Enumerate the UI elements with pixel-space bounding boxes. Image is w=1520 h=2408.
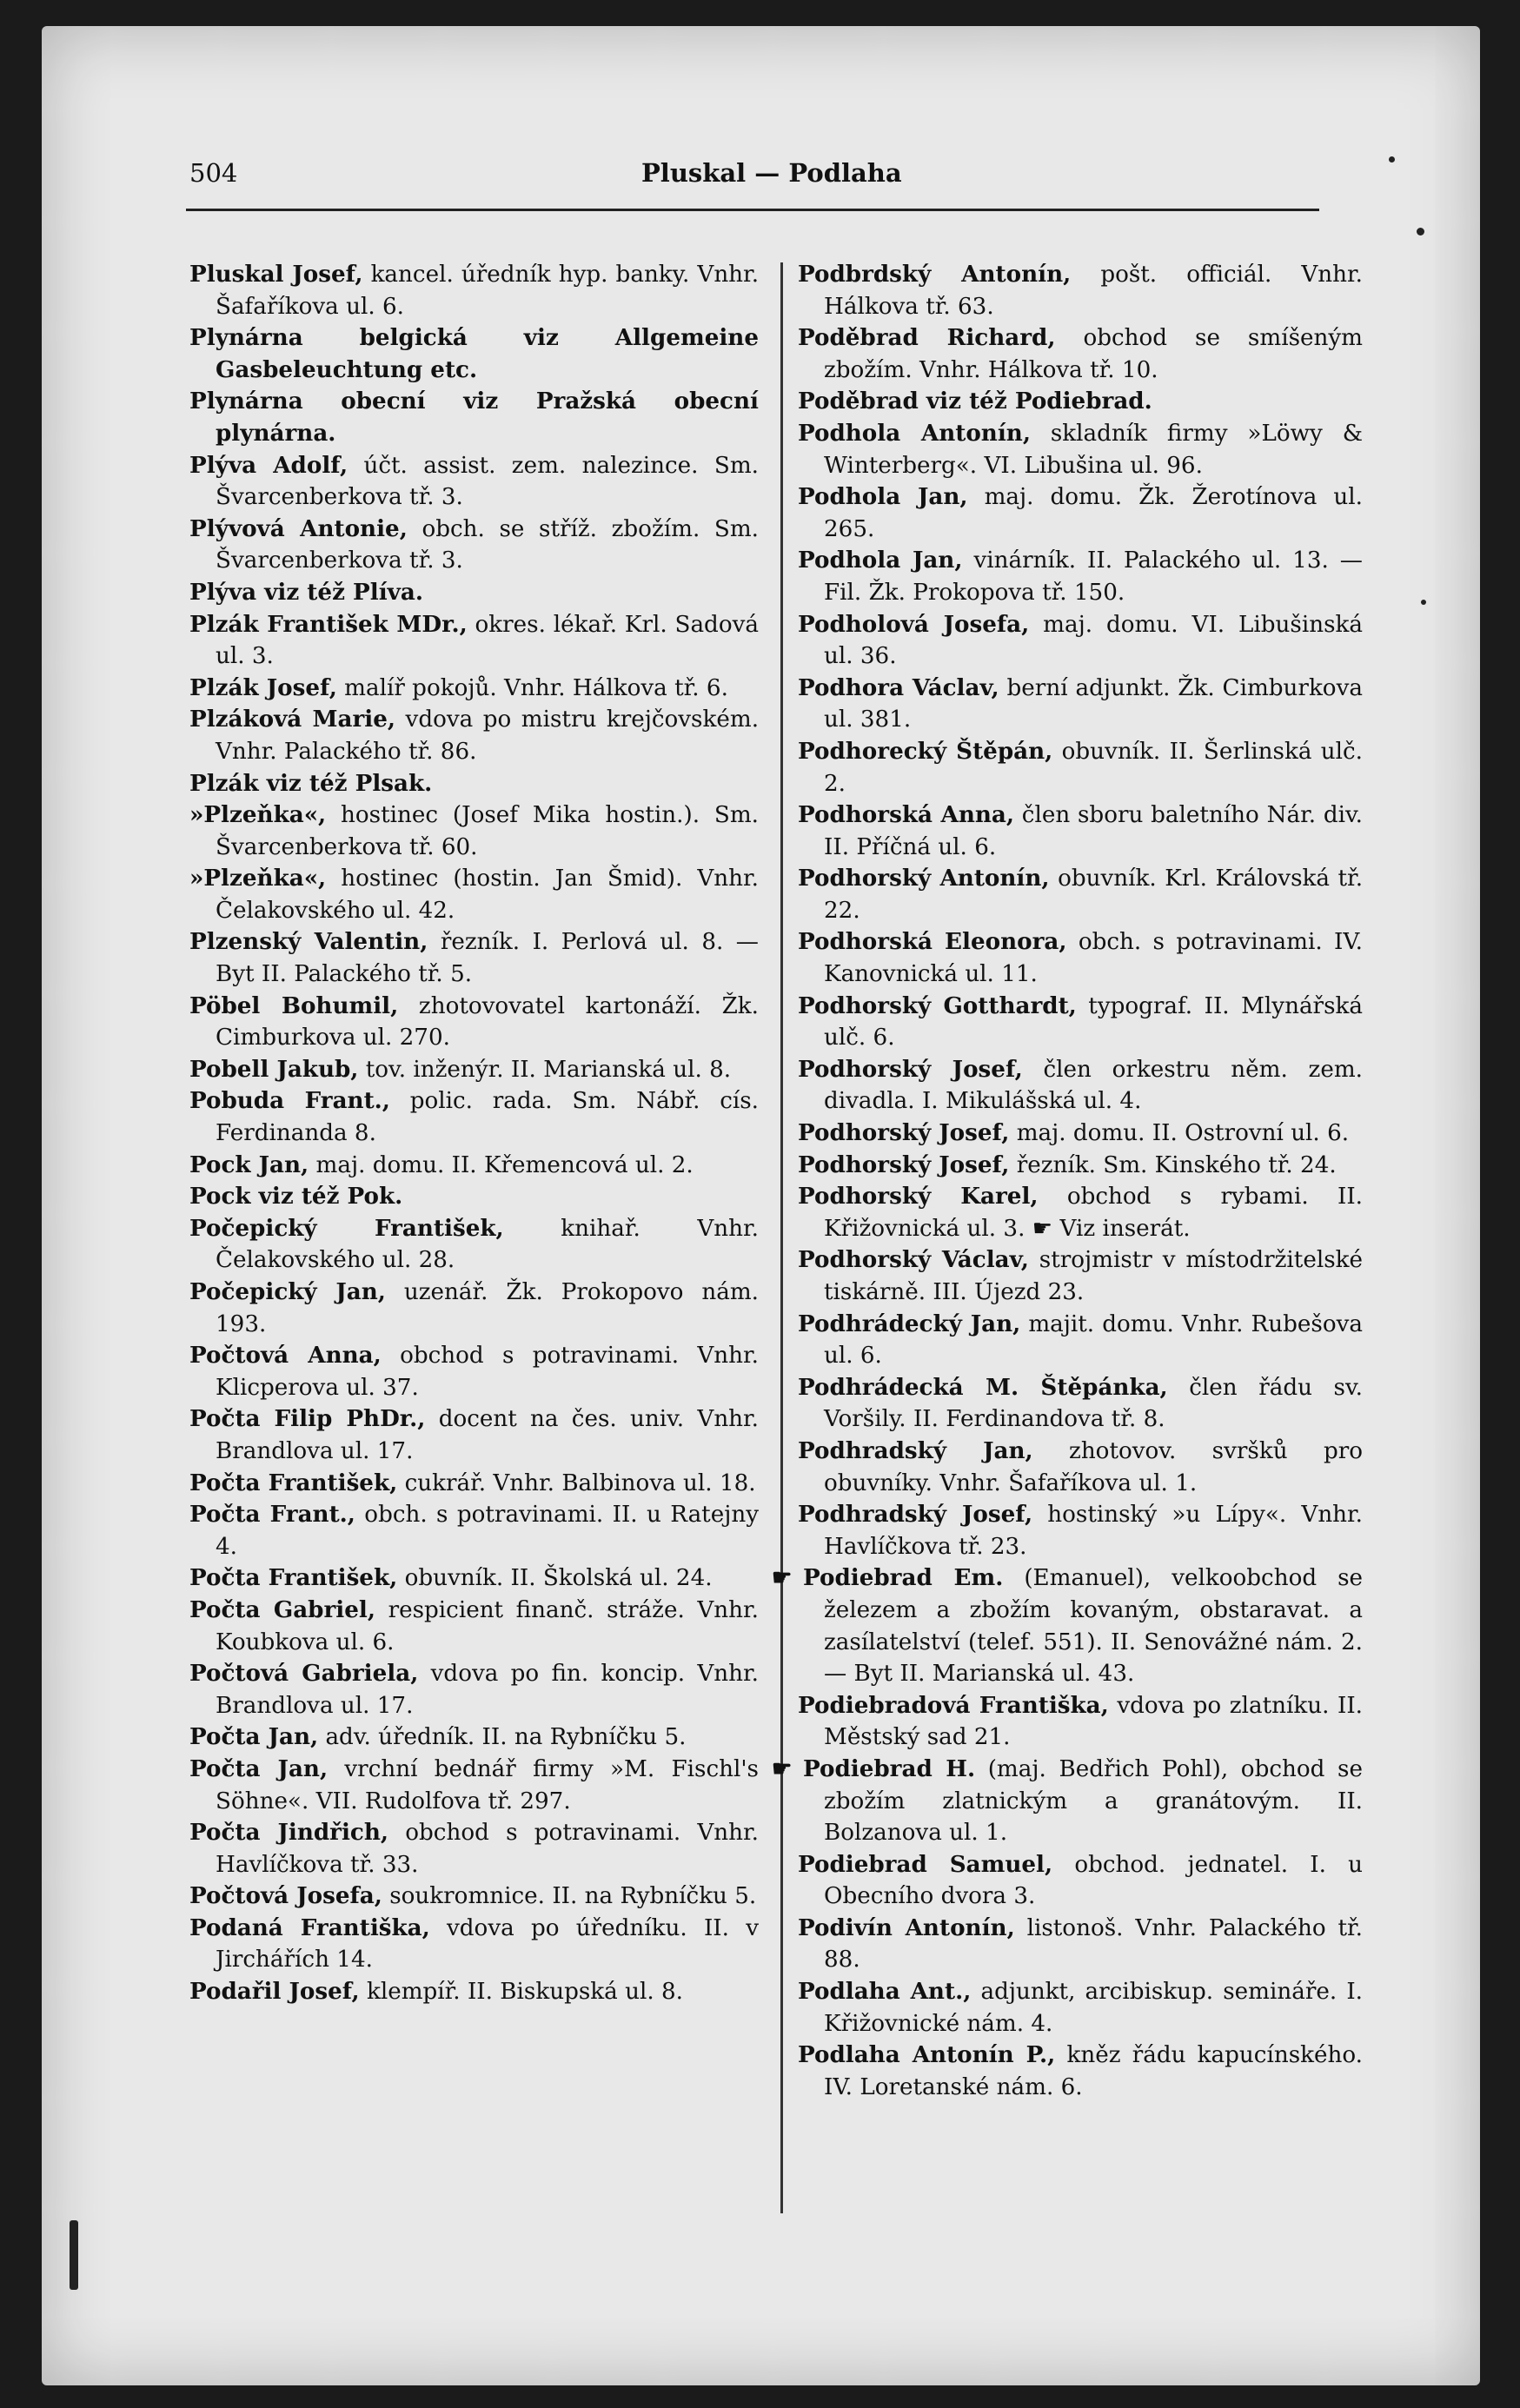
entry-name: Počta Frant.,	[189, 1501, 355, 1529]
entry-name: Počtová Josefa,	[189, 1882, 382, 1910]
directory-entry	[798, 1372, 1363, 1436]
entry-name: Podhradský Jan,	[798, 1436, 1033, 1464]
directory-entry	[798, 799, 1363, 863]
directory-entry	[798, 926, 1363, 990]
directory-entry	[189, 450, 759, 514]
entry-name: Pobuda Frant.,	[189, 1087, 390, 1115]
entry-name: Počta Jan,	[189, 1755, 329, 1782]
entry-details: maj. domu. VI. Libušinská ul. 36.	[824, 611, 1363, 670]
directory-entry	[189, 1721, 759, 1754]
entry-details: strojmistr v místodržitelské tiskárně. III. Újezd 23.	[824, 1247, 1364, 1305]
entry-details: řezník. Sm. Kinského tř. 24.	[1016, 1151, 1337, 1178]
entry-name: Pock viz též Pok.	[189, 1183, 403, 1211]
directory-entry	[189, 926, 759, 990]
directory-entry	[189, 863, 759, 926]
entry-details: obch. s potravinami. IV. Kanovnická ul. 11.	[824, 929, 1364, 988]
entry-name: Podlaha Ant.,	[798, 1978, 972, 2006]
print-speck	[1389, 156, 1395, 163]
directory-entry	[189, 1150, 759, 1182]
entry-details: polic. rada. Sm. Nábř. cís. Ferdinanda 8.	[216, 1088, 760, 1147]
directory-entry	[189, 1277, 759, 1340]
entry-name: Pock Jan,	[189, 1151, 309, 1178]
entry-name: Plzenský Valentin,	[189, 928, 428, 956]
entry-details: vdova po úředníku. II. v Jirchářích 14.	[216, 1914, 759, 1973]
entry-name: Počta Filip PhDr.,	[189, 1405, 426, 1433]
directory-entry	[189, 1658, 759, 1721]
entry-name: Počta Gabriel,	[189, 1595, 375, 1623]
directory-entry	[798, 1849, 1363, 1913]
directory-entry	[189, 577, 759, 609]
entry-name: Počtová Anna,	[189, 1342, 382, 1370]
entry-details: zhotovov. svršků pro obuvníky. Vnhr. Šafaříkova ul. 1.	[824, 1437, 1363, 1496]
directory-entry	[798, 1150, 1363, 1182]
right-column	[798, 259, 1363, 2103]
running-head: Pluskal — Podlaha	[641, 158, 902, 188]
entry-details: klempíř. II. Biskupská ul. 8.	[366, 1979, 683, 2006]
directory-entry	[798, 1690, 1363, 1754]
entry-name: Plzáková Marie,	[189, 706, 396, 733]
entry-details: skladník firmy »Löwy & Winterberg«. VI. Libušina ul. 96.	[824, 420, 1364, 479]
entry-name: Počta Jan,	[189, 1723, 319, 1751]
entry-details: maj. domu. Žk. Žerotínova ul. 265.	[824, 484, 1363, 542]
entry-details: okres. lékař. Krl. Sadová ul. 3.	[216, 611, 759, 670]
entry-name: Podbrdský Antonín,	[798, 261, 1072, 288]
entry-name: Podhorská Eleonora,	[798, 928, 1067, 956]
entry-name: Pluskal Josef,	[189, 261, 363, 288]
entry-details: obchod s rybami. II. Křižovnická ul. 3. ☛ Viz inserát.	[824, 1184, 1364, 1242]
entry-name: Plzák Josef,	[189, 673, 337, 701]
entry-details: hostinský »u Lípy«. Vnhr. Havlíčkova tř. 23.	[824, 1502, 1364, 1560]
entry-details: člen orkestru něm. zem. divadla. I. Mikulášská ul. 4.	[824, 1056, 1363, 1115]
entry-details: zhotovovatel kartonáží. Žk. Cimburkova ul. 270.	[216, 992, 759, 1051]
entry-name: Poděbrad Richard,	[798, 324, 1056, 352]
entry-name: Podhorský Karel,	[798, 1183, 1039, 1211]
directory-entry	[189, 322, 759, 386]
directory-entry	[798, 2040, 1363, 2103]
entry-details: kancel. úředník hyp. banky. Vnhr. Šafaříkova ul. 6.	[216, 262, 760, 320]
print-speck	[70, 2220, 78, 2290]
entry-details: hostinec (Josef Mika hostin.). Sm. Švarcenberkova tř. 60.	[216, 802, 759, 860]
entry-name: Počta František,	[189, 1564, 398, 1592]
directory-entry	[798, 673, 1363, 736]
directory-entry	[798, 1054, 1363, 1118]
entry-details: adv. úředník. II. na Rybníčku 5.	[325, 1724, 687, 1751]
directory-entry	[798, 1244, 1363, 1308]
page-header	[189, 158, 1319, 198]
directory-entry	[798, 736, 1363, 799]
entry-details: docent na čes. univ. Vnhr. Brandlova ul. 17.	[216, 1406, 760, 1464]
entry-name: Podhola Antonín,	[798, 419, 1031, 447]
directory-entry	[189, 514, 759, 577]
entry-name: Podiebrad Em.	[803, 1564, 1004, 1592]
entry-details: maj. domu. II. Křemencová ul. 2.	[315, 1151, 694, 1178]
entry-name: Plývová Antonie,	[189, 514, 408, 542]
directory-entry	[189, 704, 759, 767]
entry-name: Podiebrad H.	[803, 1755, 976, 1782]
directory-entry	[189, 1085, 759, 1149]
entry-details: vdova po zlatníku. II. Městský sad 21.	[824, 1692, 1363, 1751]
entry-details: hostinec (hostin. Jan Šmid). Vnhr. Čelakovského ul. 42.	[216, 866, 759, 924]
entry-details: obuvník. II. Školská ul. 24.	[404, 1565, 713, 1592]
directory-entry	[798, 259, 1363, 322]
directory-entry	[798, 1499, 1363, 1562]
entry-name: Podhora Václav,	[798, 673, 999, 701]
entry-details: obuvník. Krl. Královská tř. 22.	[824, 866, 1364, 924]
entry-name: Podivín Antonín,	[798, 1914, 1015, 1941]
entry-details: malíř pokojů. Vnhr. Hálkova tř. 6.	[344, 674, 728, 701]
entry-name: Podařil Josef,	[189, 1978, 360, 2006]
entry-details: (maj. Bedřich Pohl), obchod se zbožím zlatnickým a granátovým. II. Bolzanova ul. 1.	[824, 1755, 1363, 1847]
directory-entry	[189, 1213, 759, 1277]
directory-entry	[798, 322, 1363, 386]
entry-details: vrchní bednář firmy »M. Fischl's Söhne«. VII. Rudolfova tř. 297.	[216, 1755, 759, 1814]
directory-entry	[798, 863, 1363, 926]
page-number: 504	[189, 158, 238, 188]
directory-entry	[189, 1181, 759, 1213]
entry-name: Podlaha Antonín P.,	[798, 2041, 1056, 2069]
entry-name: Podiebradová Františka,	[798, 1691, 1109, 1719]
directory-entry	[189, 1817, 759, 1881]
entry-name: Podhorský Josef,	[798, 1151, 1010, 1178]
entry-name: Poděbrad viz též Podiebrad.	[798, 388, 1152, 415]
entry-details: účt. assist. zem. nalezince. Sm. Švarcenberkova tř. 3.	[216, 452, 759, 511]
entry-details: tov. inženýr. II. Marianská ul. 8.	[365, 1056, 732, 1083]
print-speck	[1421, 600, 1426, 605]
directory-entry	[798, 1913, 1363, 1976]
directory-entry	[798, 1754, 1363, 1849]
entry-details: obchod s potravinami. Vnhr. Havlíčkova tř. 33.	[216, 1820, 759, 1878]
directory-entry	[798, 386, 1363, 418]
directory-entry	[798, 1309, 1363, 1372]
entry-name: Počtová Gabriela,	[189, 1660, 419, 1688]
directory-entry	[189, 1913, 759, 1976]
entry-details: maj. domu. II. Ostrovní ul. 6.	[1016, 1120, 1350, 1147]
column-divider	[780, 262, 783, 2213]
entry-name: Podiebrad Samuel,	[798, 1850, 1053, 1878]
directory-entry	[798, 991, 1363, 1054]
entry-name: Podhola Jan,	[798, 547, 963, 574]
entry-details: adjunkt, arcibiskup. semináře. I. Křižovnické nám. 4.	[824, 1979, 1364, 2037]
entry-details: pošt. officiál. Vnhr. Hálkova tř. 63.	[824, 262, 1363, 320]
directory-entry	[189, 1562, 759, 1595]
directory-entry	[798, 481, 1363, 545]
entry-details: knihař. Vnhr. Čelakovského ul. 28.	[216, 1215, 759, 1274]
entry-name: »Plzeňka«,	[189, 801, 327, 829]
directory-entry	[189, 799, 759, 863]
entry-details: člen sboru baletního Nár. div. II. Příčná ul. 6.	[824, 802, 1364, 860]
entry-details: cukrář. Vnhr. Balbinova ul. 18.	[404, 1469, 756, 1496]
entry-name: Podhorský Václav,	[798, 1246, 1029, 1274]
directory-entry	[798, 1181, 1363, 1244]
entry-name: Podhrádecký Jan,	[798, 1310, 1021, 1337]
print-speck	[1417, 228, 1424, 235]
entry-name: Počta František,	[189, 1469, 398, 1496]
entry-name: Podhradský Josef,	[798, 1501, 1033, 1529]
entry-name: Podhorský Josef,	[798, 1119, 1010, 1147]
entry-name: Plynárna belgická viz Allgemeine Gasbeleuchtung etc.	[189, 324, 759, 383]
entry-details: řezník. I. Perlová ul. 8. — Byt II. Palackého tř. 5.	[216, 929, 759, 988]
entry-name: Podhorský Antonín,	[798, 865, 1050, 892]
entry-name: »Plzeňka«,	[189, 865, 327, 892]
directory-entry	[798, 418, 1363, 481]
entry-name: Počepický Jan,	[189, 1278, 386, 1305]
directory-entry	[798, 1436, 1363, 1499]
entry-name: Podhorský Josef,	[798, 1055, 1023, 1083]
entry-name: Pöbel Bohumil,	[189, 992, 399, 1019]
directory-entry	[189, 1468, 759, 1500]
entry-details: (Emanuel), velkoobchod se železem a zbožím kovaným, obstaravat. a zasílatelství (telef. 551). II. Senovážné nám. 2. — Byt II. Marianská ul. 43.	[824, 1565, 1364, 1688]
entry-details: obuvník. II. Šerlinská ulč. 2.	[824, 738, 1363, 797]
entry-details: obchod s potravinami. Vnhr. Klicperova ul. 37.	[216, 1343, 760, 1401]
directory-entry	[189, 991, 759, 1054]
directory-entry	[189, 1976, 759, 2008]
entry-details: vdova po fin. koncip. Vnhr. Brandlova ul. 17.	[216, 1661, 759, 1719]
directory-entry	[798, 1118, 1363, 1150]
entry-name: Plýva viz též Plíva.	[189, 578, 423, 606]
directory-entry	[189, 1340, 759, 1403]
directory-entry	[189, 1403, 759, 1467]
entry-details: obch. se stříž. zbožím. Sm. Švarcenberkova tř. 3.	[216, 515, 759, 574]
entry-name: Podhola Jan,	[798, 483, 968, 511]
entry-name: Plynárna obecní viz Pražská obecní plynárna.	[189, 388, 759, 447]
entry-name: Podholová Josefa,	[798, 610, 1030, 638]
entry-name: Podhrádecká M. Štěpánka,	[798, 1373, 1168, 1401]
entry-details: respicient finanč. stráže. Vnhr. Koubkova ul. 6.	[216, 1596, 759, 1655]
entry-details: obchod. jednatel. I. u Obecního dvora 3.	[824, 1851, 1364, 1910]
entry-details: uzenář. Žk. Prokopovo nám. 193.	[216, 1279, 760, 1337]
header-rule	[186, 209, 1319, 211]
entry-name: Pobell Jakub,	[189, 1055, 359, 1083]
entry-name: Podhorská Anna,	[798, 801, 1014, 829]
entry-details: obch. s potravinami. II. u Ratejny 4.	[216, 1502, 759, 1560]
entry-details: berní adjunkt. Žk. Cimburkova ul. 381.	[824, 674, 1363, 733]
left-column	[189, 259, 759, 2008]
entry-details: soukromnice. II. na Rybníčku 5.	[389, 1883, 757, 1910]
entry-name: Plýva Adolf,	[189, 451, 348, 479]
directory-entry	[798, 1976, 1363, 2040]
entry-name: Podhorský Gotthardt,	[798, 992, 1077, 1019]
entry-details: vdova po mistru krejčovském. Vnhr. Palackého tř. 86.	[216, 706, 760, 765]
entry-details: listonoš. Vnhr. Palackého tř. 88.	[824, 1914, 1363, 1973]
entry-details: člen řádu sv. Voršily. II. Ferdinandova tř. 8.	[824, 1374, 1363, 1433]
directory-entry	[189, 259, 759, 322]
directory-entry	[189, 1499, 759, 1562]
entry-name: Plzák viz též Plsak.	[189, 769, 433, 797]
directory-entry	[189, 1595, 759, 1658]
directory-entry	[189, 768, 759, 800]
entry-details: kněz řádu kapucínského. IV. Loretanské nám. 6.	[824, 2042, 1364, 2100]
entry-details: majit. domu. Vnhr. Rubešova ul. 6.	[824, 1310, 1363, 1370]
directory-entry	[798, 609, 1363, 673]
entry-name: Podaná Františka,	[189, 1914, 430, 1941]
entry-name: Plzák František MDr.,	[189, 610, 468, 638]
directory-entry	[189, 1054, 759, 1086]
directory-entry	[798, 1562, 1363, 1689]
entry-name: Podhorecký Štěpán,	[798, 737, 1053, 765]
entry-details: obchod se smíšeným zbožím. Vnhr. Hálkova tř. 10.	[824, 325, 1363, 383]
entry-name: Počepický František,	[189, 1214, 504, 1242]
entry-details: typograf. II. Mlynářská ulč. 6.	[824, 992, 1363, 1051]
directory-entry	[798, 545, 1363, 608]
directory-entry	[189, 673, 759, 705]
directory-entry	[189, 1881, 759, 1913]
entry-name: Počta Jindřich,	[189, 1819, 389, 1847]
directory-entry	[189, 1754, 759, 1817]
directory-entry	[189, 609, 759, 673]
entry-details: vinárník. II. Palackého ul. 13. — Fil. Žk. Prokopova tř. 150.	[824, 547, 1363, 606]
directory-entry	[189, 386, 759, 449]
